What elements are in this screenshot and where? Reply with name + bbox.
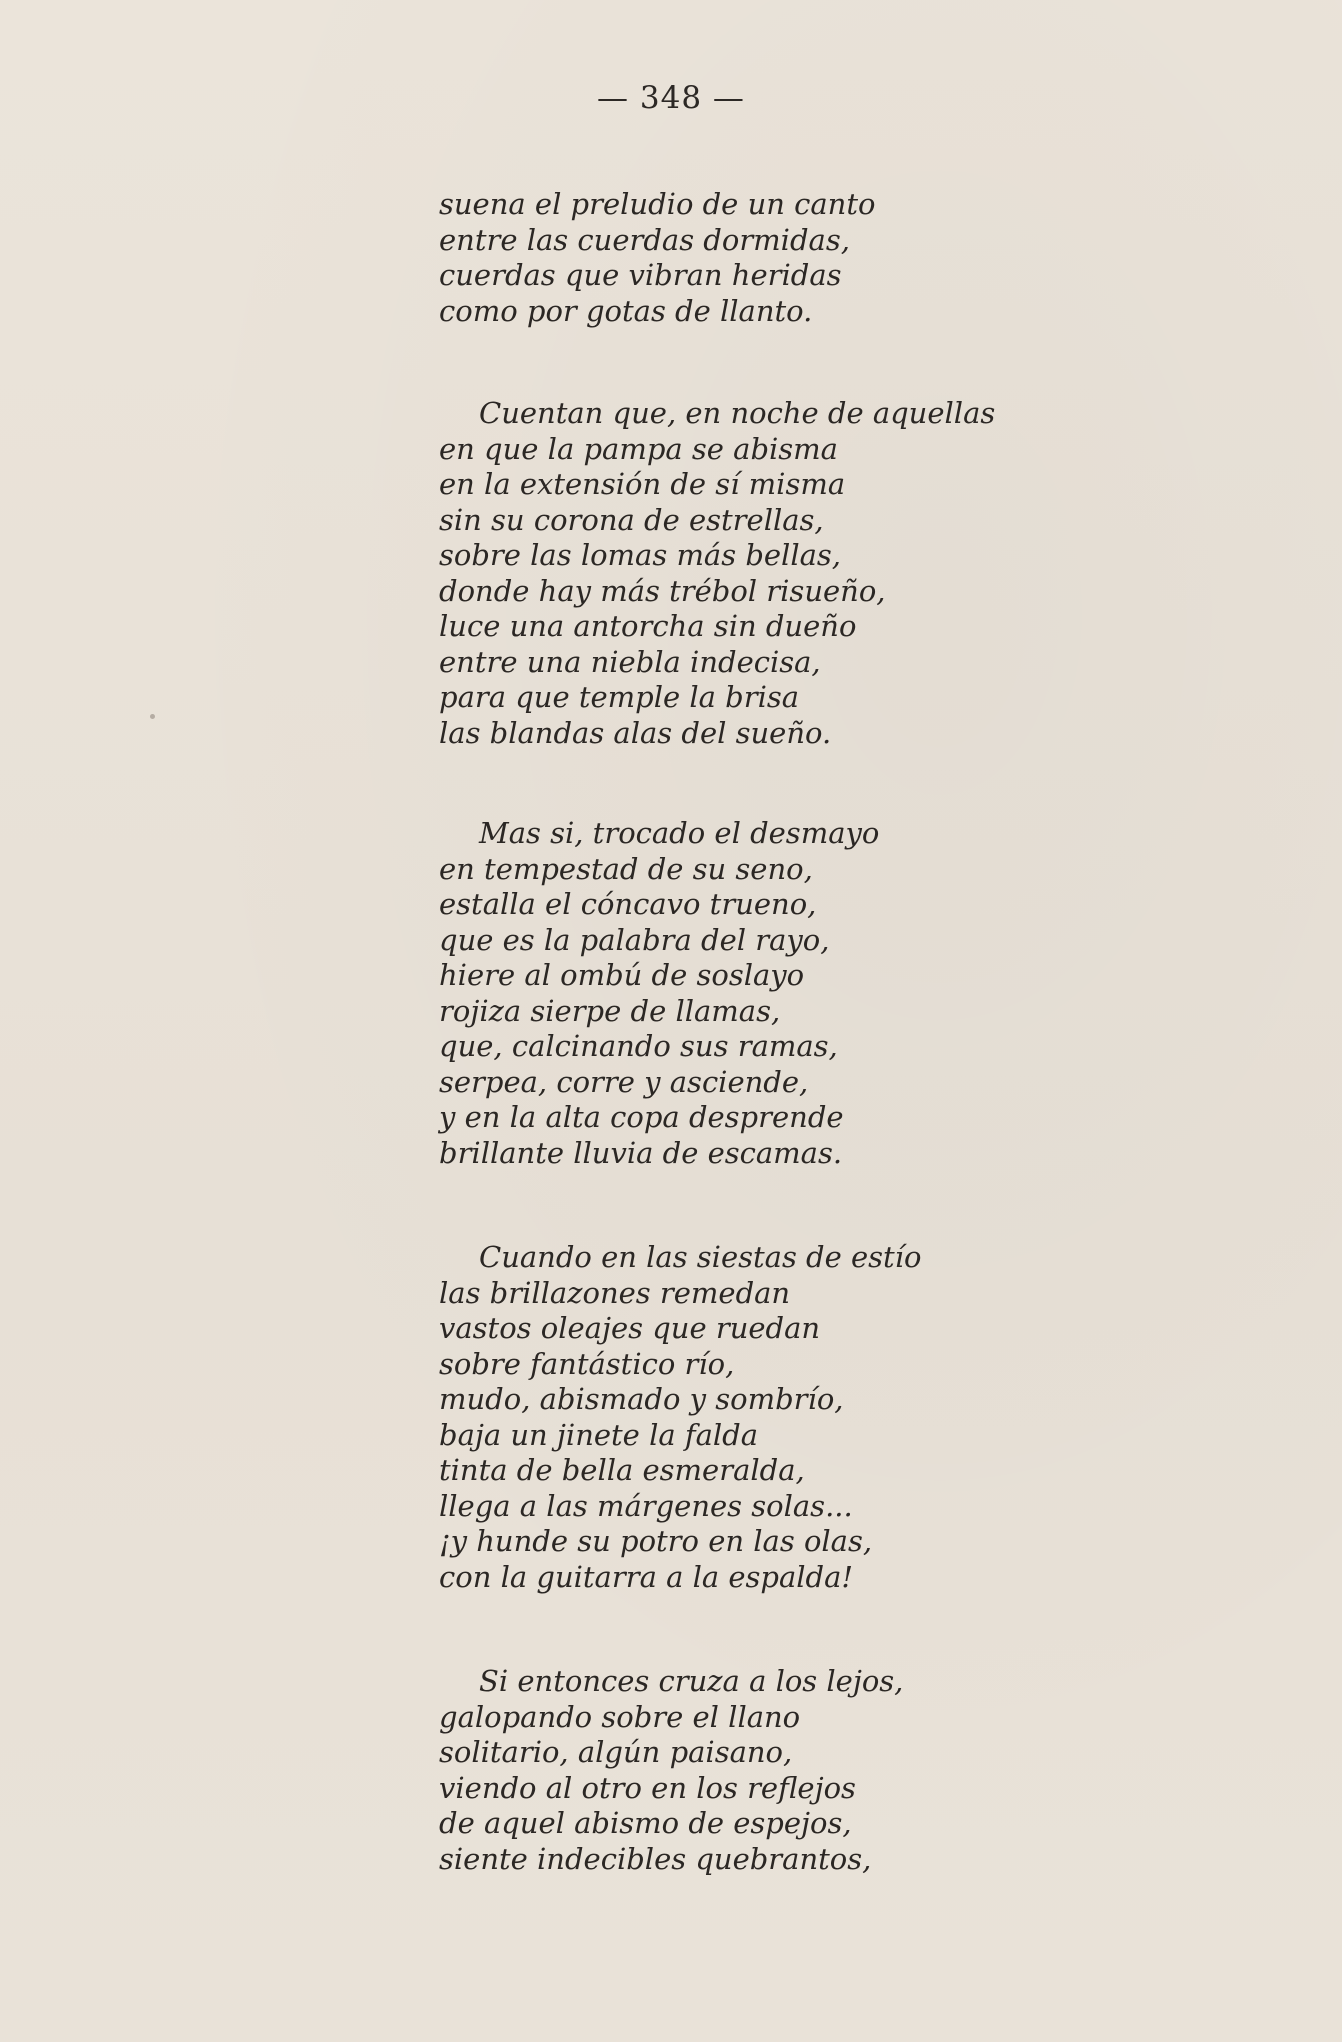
verse-line: entre las cuerdas dormidas, xyxy=(439,222,850,257)
verse-line: cuerdas que vibran heridas xyxy=(439,258,842,292)
verse-line: Mas si, trocado el desmayo xyxy=(479,816,880,850)
stanza-1 xyxy=(439,187,1239,329)
verse-line: viendo al otro en los reflejos xyxy=(439,1770,856,1805)
stanza-4 xyxy=(439,1240,1239,1595)
verse-line: estalla el cóncavo trueno, xyxy=(439,887,817,921)
stanza-5 xyxy=(439,1664,1239,1877)
verse-line: suena el preludio de un canto xyxy=(439,187,876,221)
verse-line: llega a las márgenes solas... xyxy=(439,1488,853,1523)
verse-line: Cuentan que, en noche de aquellas xyxy=(479,396,996,430)
verse-line: sin su corona de estrellas, xyxy=(439,502,824,537)
verse-line: las blandas alas del sueño. xyxy=(439,715,832,750)
verse-line: tinta de bella esmeralda, xyxy=(439,1453,805,1487)
verse-line: como por gotas de llanto. xyxy=(439,293,813,328)
verse-line: brillante lluvia de escamas. xyxy=(439,1135,843,1170)
verse-line: galopando sobre el llano xyxy=(439,1699,801,1734)
verse-line: y en la alta copa desprende xyxy=(439,1100,844,1134)
verse-line: de aquel abismo de espejos, xyxy=(439,1806,852,1840)
verse-line: ¡y hunde su potro en las olas, xyxy=(439,1524,873,1558)
verse-line: para que temple la brisa xyxy=(439,680,800,714)
verse-line: donde hay más trébol risueño, xyxy=(439,573,886,608)
verse-line: solitario, algún paisano, xyxy=(439,1735,793,1769)
verse-line: serpea, corre y asciende, xyxy=(439,1064,809,1099)
verse-line: sobre fantástico río, xyxy=(439,1346,735,1381)
verse-line: hiere al ombú de soslayo xyxy=(439,958,805,992)
stanza-2 xyxy=(439,396,1239,751)
verse-line: que es la palabra del rayo, xyxy=(439,922,830,957)
page-number: — 348 — xyxy=(597,80,745,116)
verse-line: en tempestad de su seno, xyxy=(439,851,813,886)
verse-line: siente indecibles quebrantos, xyxy=(439,1841,872,1876)
verse-line: en la extensión de sí misma xyxy=(439,467,846,501)
stanza-3 xyxy=(439,816,1239,1171)
verse-line: Cuando en las siestas de estío xyxy=(479,1240,922,1274)
verse-line: luce una antorcha sin dueño xyxy=(439,609,857,643)
verse-line: rojiza sierpe de llamas, xyxy=(439,993,781,1028)
verse-line: Si entonces cruza a los lejos, xyxy=(479,1664,904,1698)
verse-line: las brillazones remedan xyxy=(439,1275,791,1310)
verse-line: mudo, abismado y sombrío, xyxy=(439,1382,844,1416)
verse-line: sobre las lomas más bellas, xyxy=(439,538,841,572)
verse-line: vastos oleajes que ruedan xyxy=(439,1311,821,1345)
paper-speck xyxy=(150,714,155,719)
verse-line: baja un jinete la falda xyxy=(439,1417,758,1452)
verse-line: entre una niebla indecisa, xyxy=(439,644,821,679)
verse-line: en que la pampa se abisma xyxy=(439,431,838,466)
verse-line: que, calcinando sus ramas, xyxy=(439,1029,838,1063)
verse-line: con la guitarra a la espalda! xyxy=(439,1559,854,1594)
